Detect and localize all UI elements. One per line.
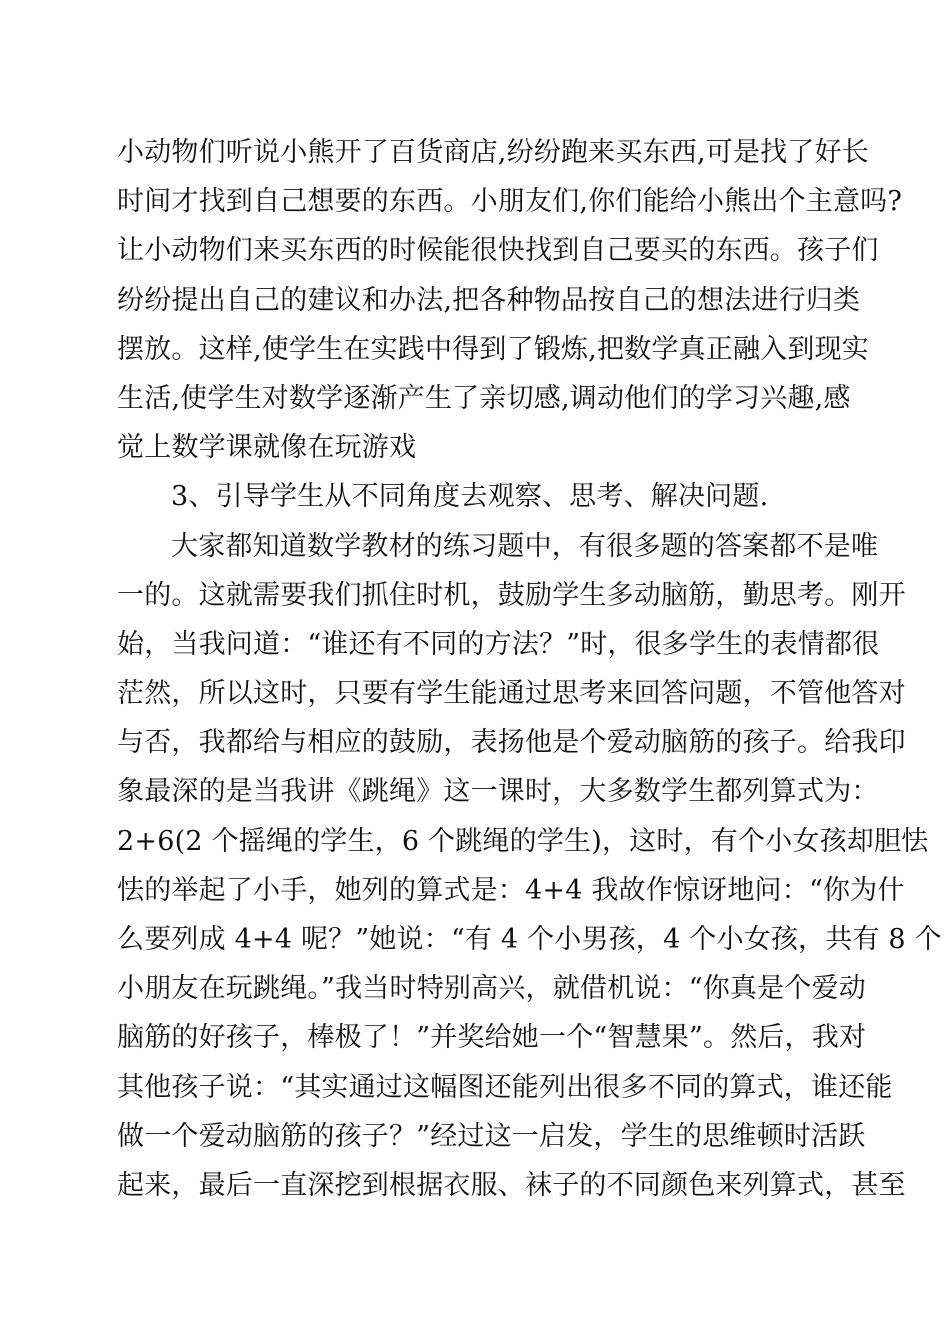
paragraph-line: 么要列成 4+4 呢？”她说：“有 4 个小男孩，4 个小女孩，共有 8 个 (117, 924, 942, 955)
paragraph-line: 象最深的是当我讲《跳绳》这一课时，大多数学生都列算式为： (117, 776, 879, 808)
paragraph-line: 一的。这就需要我们抓住时机，鼓励学生多动脑筋，勤思考。刚开 (117, 579, 906, 611)
paragraph-line: 小动物们听说小熊开了百货商店,纷纷跑来买东西,可是找了好长 (117, 137, 869, 168)
paragraph-line: 怯的举起了小手，她列的算式是：4+4 我故作惊讶地问：“你为什 (117, 874, 905, 906)
paragraph-line: 与否，我都给与相应的鼓励，表扬他是个爱动脑筋的孩子。给我印 (117, 727, 906, 759)
paragraph-line: 摆放。这样,使学生在实践中得到了锻炼,把数学真正融入到现实 (117, 333, 869, 365)
paragraph-line: 其他孩子说：“其实通过这幅图还能列出很多不同的算式，谁还能 (117, 1071, 893, 1103)
paragraph-line: 做一个爱动脑筋的孩子？”经过这一启发，学生的思维顿时活跃 (117, 1120, 866, 1152)
section-heading: 3、引导学生从不同角度去观察、思考、解决问题. (171, 481, 769, 513)
paragraph-line: 小朋友在玩跳绳。”我当时特别高兴，就借机说：“你真是个爱动 (117, 973, 866, 1005)
paragraph-line: 茫然，所以这时，只要有学生能通过思考来回答问题，不管他答对 (117, 678, 906, 710)
document-body (117, 128, 942, 1210)
paragraph-line: 觉上数学课就像在玩游戏 (117, 432, 417, 464)
paragraph-line: 2+6(2 个摇绳的学生，6 个跳绳的学生)，这时，有个小女孩却胆怯 (117, 825, 929, 857)
paragraph-line: 大家都知道数学教材的练习题中，有很多题的答案都不是唯 (171, 530, 879, 562)
paragraph-line: 生活,使学生对数学逐渐产生了亲切感,调动他们的学习兴趣,感 (117, 382, 851, 414)
paragraph-line: 脑筋的好孩子，棒极了！”并奖给她一个“智慧果”。然后，我对 (117, 1022, 867, 1054)
paragraph-line: 让小动物们来买东西的时候能很快找到自己要买的东西。孩子们 (117, 235, 879, 267)
paragraph-line: 起来，最后一直深挖到根据衣服、袜子的不同颜色来列算式，甚至 (117, 1169, 906, 1201)
paragraph-line: 纷纷提出自己的建议和办法,把各种物品按自己的想法进行归类 (117, 284, 861, 316)
paragraph-line: 时间才找到自己想要的东西。小朋友们,你们能给小熊出个主意吗? (117, 186, 903, 218)
paragraph-line: 始，当我问道：“谁还有不同的方法？”时，很多学生的表情都很 (117, 628, 880, 660)
